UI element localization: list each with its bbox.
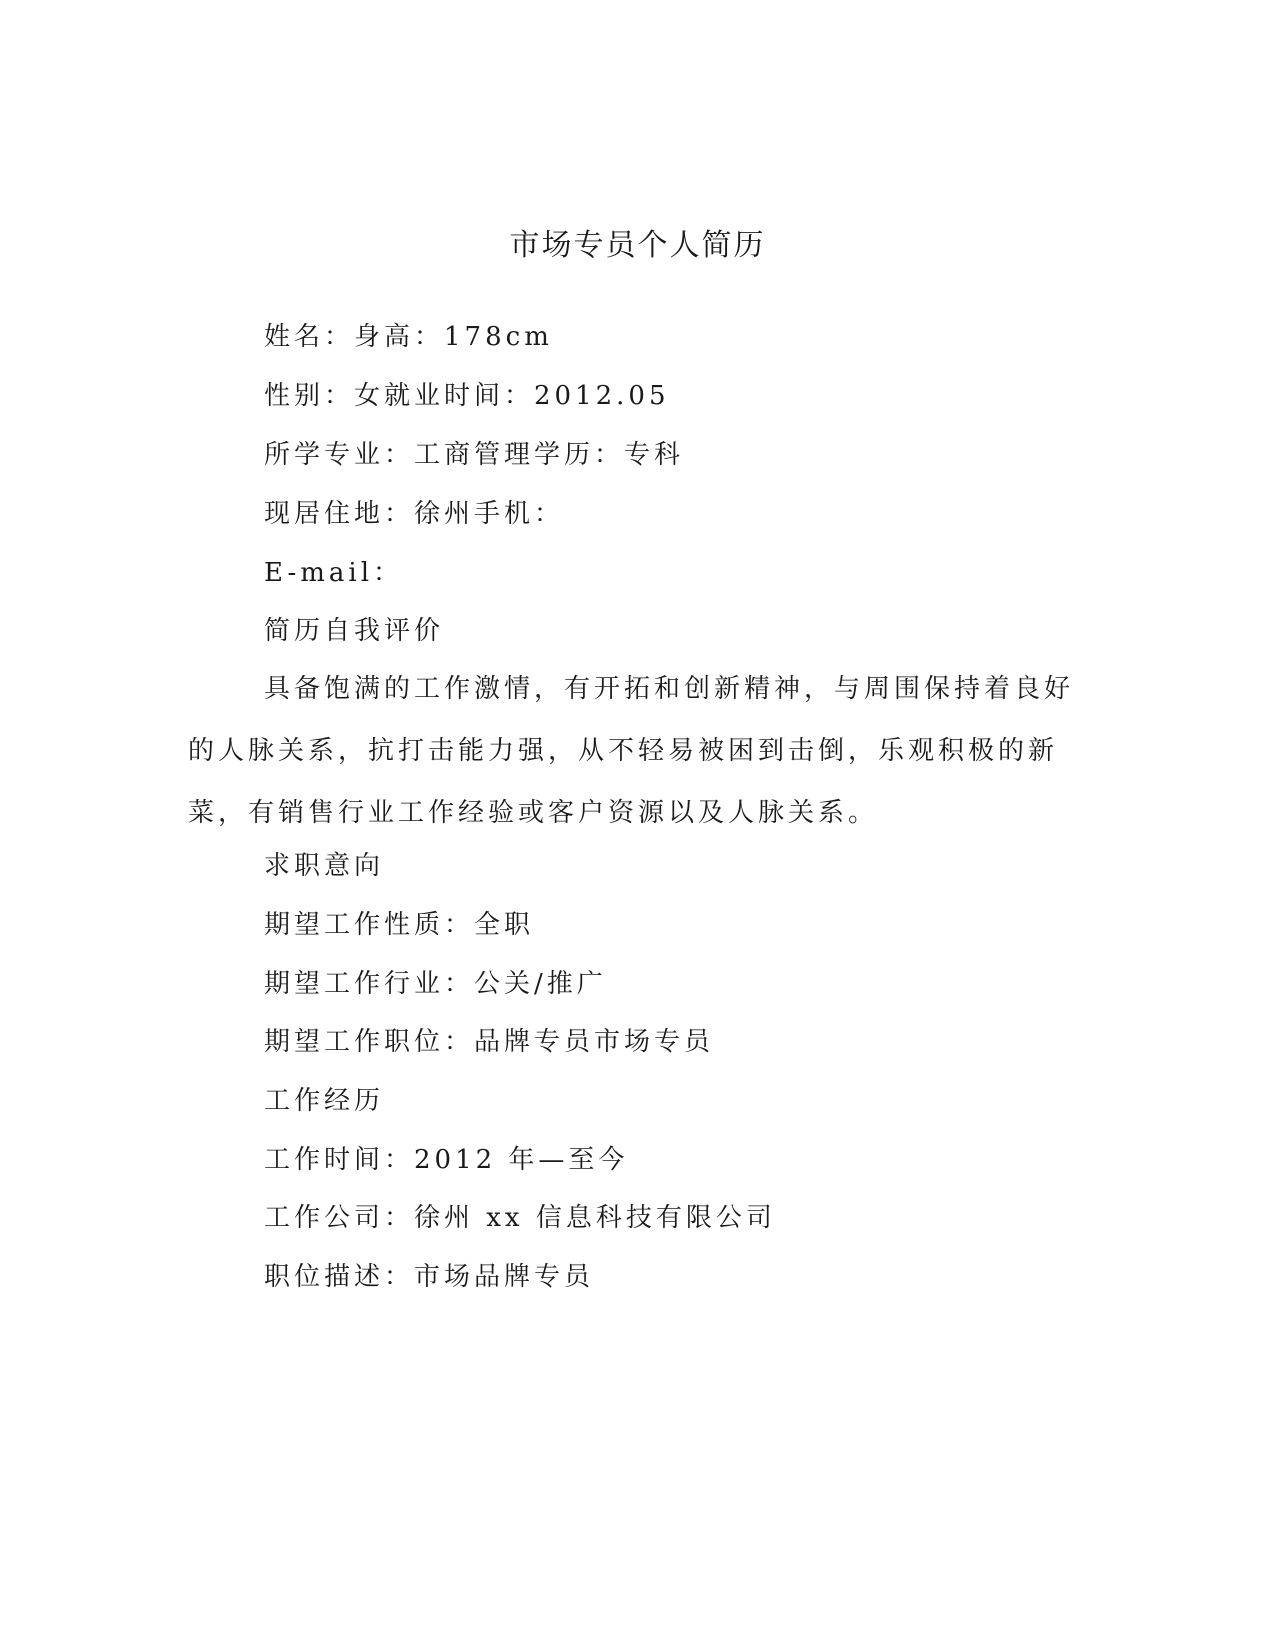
self-evaluation-heading: 简历自我评价 (264, 616, 445, 646)
gender-employment-line: 性别：女就业时间：2012.05 (264, 381, 670, 411)
resume-title: 市场专员个人简历 (509, 228, 766, 264)
residence-phone-line: 现居住地：徐州手机： (264, 499, 565, 529)
work-time-line: 工作时间：2012 年—至今 (264, 1145, 629, 1175)
self-evaluation-text: 具备饱满的工作激情，有开拓和创新精神，与周围保持着良好的人脉关系，抗打击能力强，从不轻易被困到击倒，乐观积极的新菜，有销售行业工作经验或客户资源以及人脉关系。 (188, 674, 1075, 828)
email-line: E-mail： (264, 558, 404, 588)
name-height-line: 姓名：身高：178cm (264, 322, 553, 352)
work-experience-heading: 工作经历 (264, 1086, 385, 1116)
job-position-line: 期望工作职位：品牌专员市场专员 (264, 1027, 715, 1057)
job-intention-heading: 求职意向 (264, 851, 385, 881)
job-industry-line: 期望工作行业：公关/推广 (264, 969, 607, 999)
major-education-line: 所学专业：工商管理学历：专科 (264, 440, 685, 470)
work-company-line: 工作公司：徐州 xx 信息科技有限公司 (264, 1203, 776, 1233)
position-description-line: 职位描述：市场品牌专员 (264, 1262, 595, 1292)
job-nature-line: 期望工作性质：全职 (264, 910, 535, 940)
